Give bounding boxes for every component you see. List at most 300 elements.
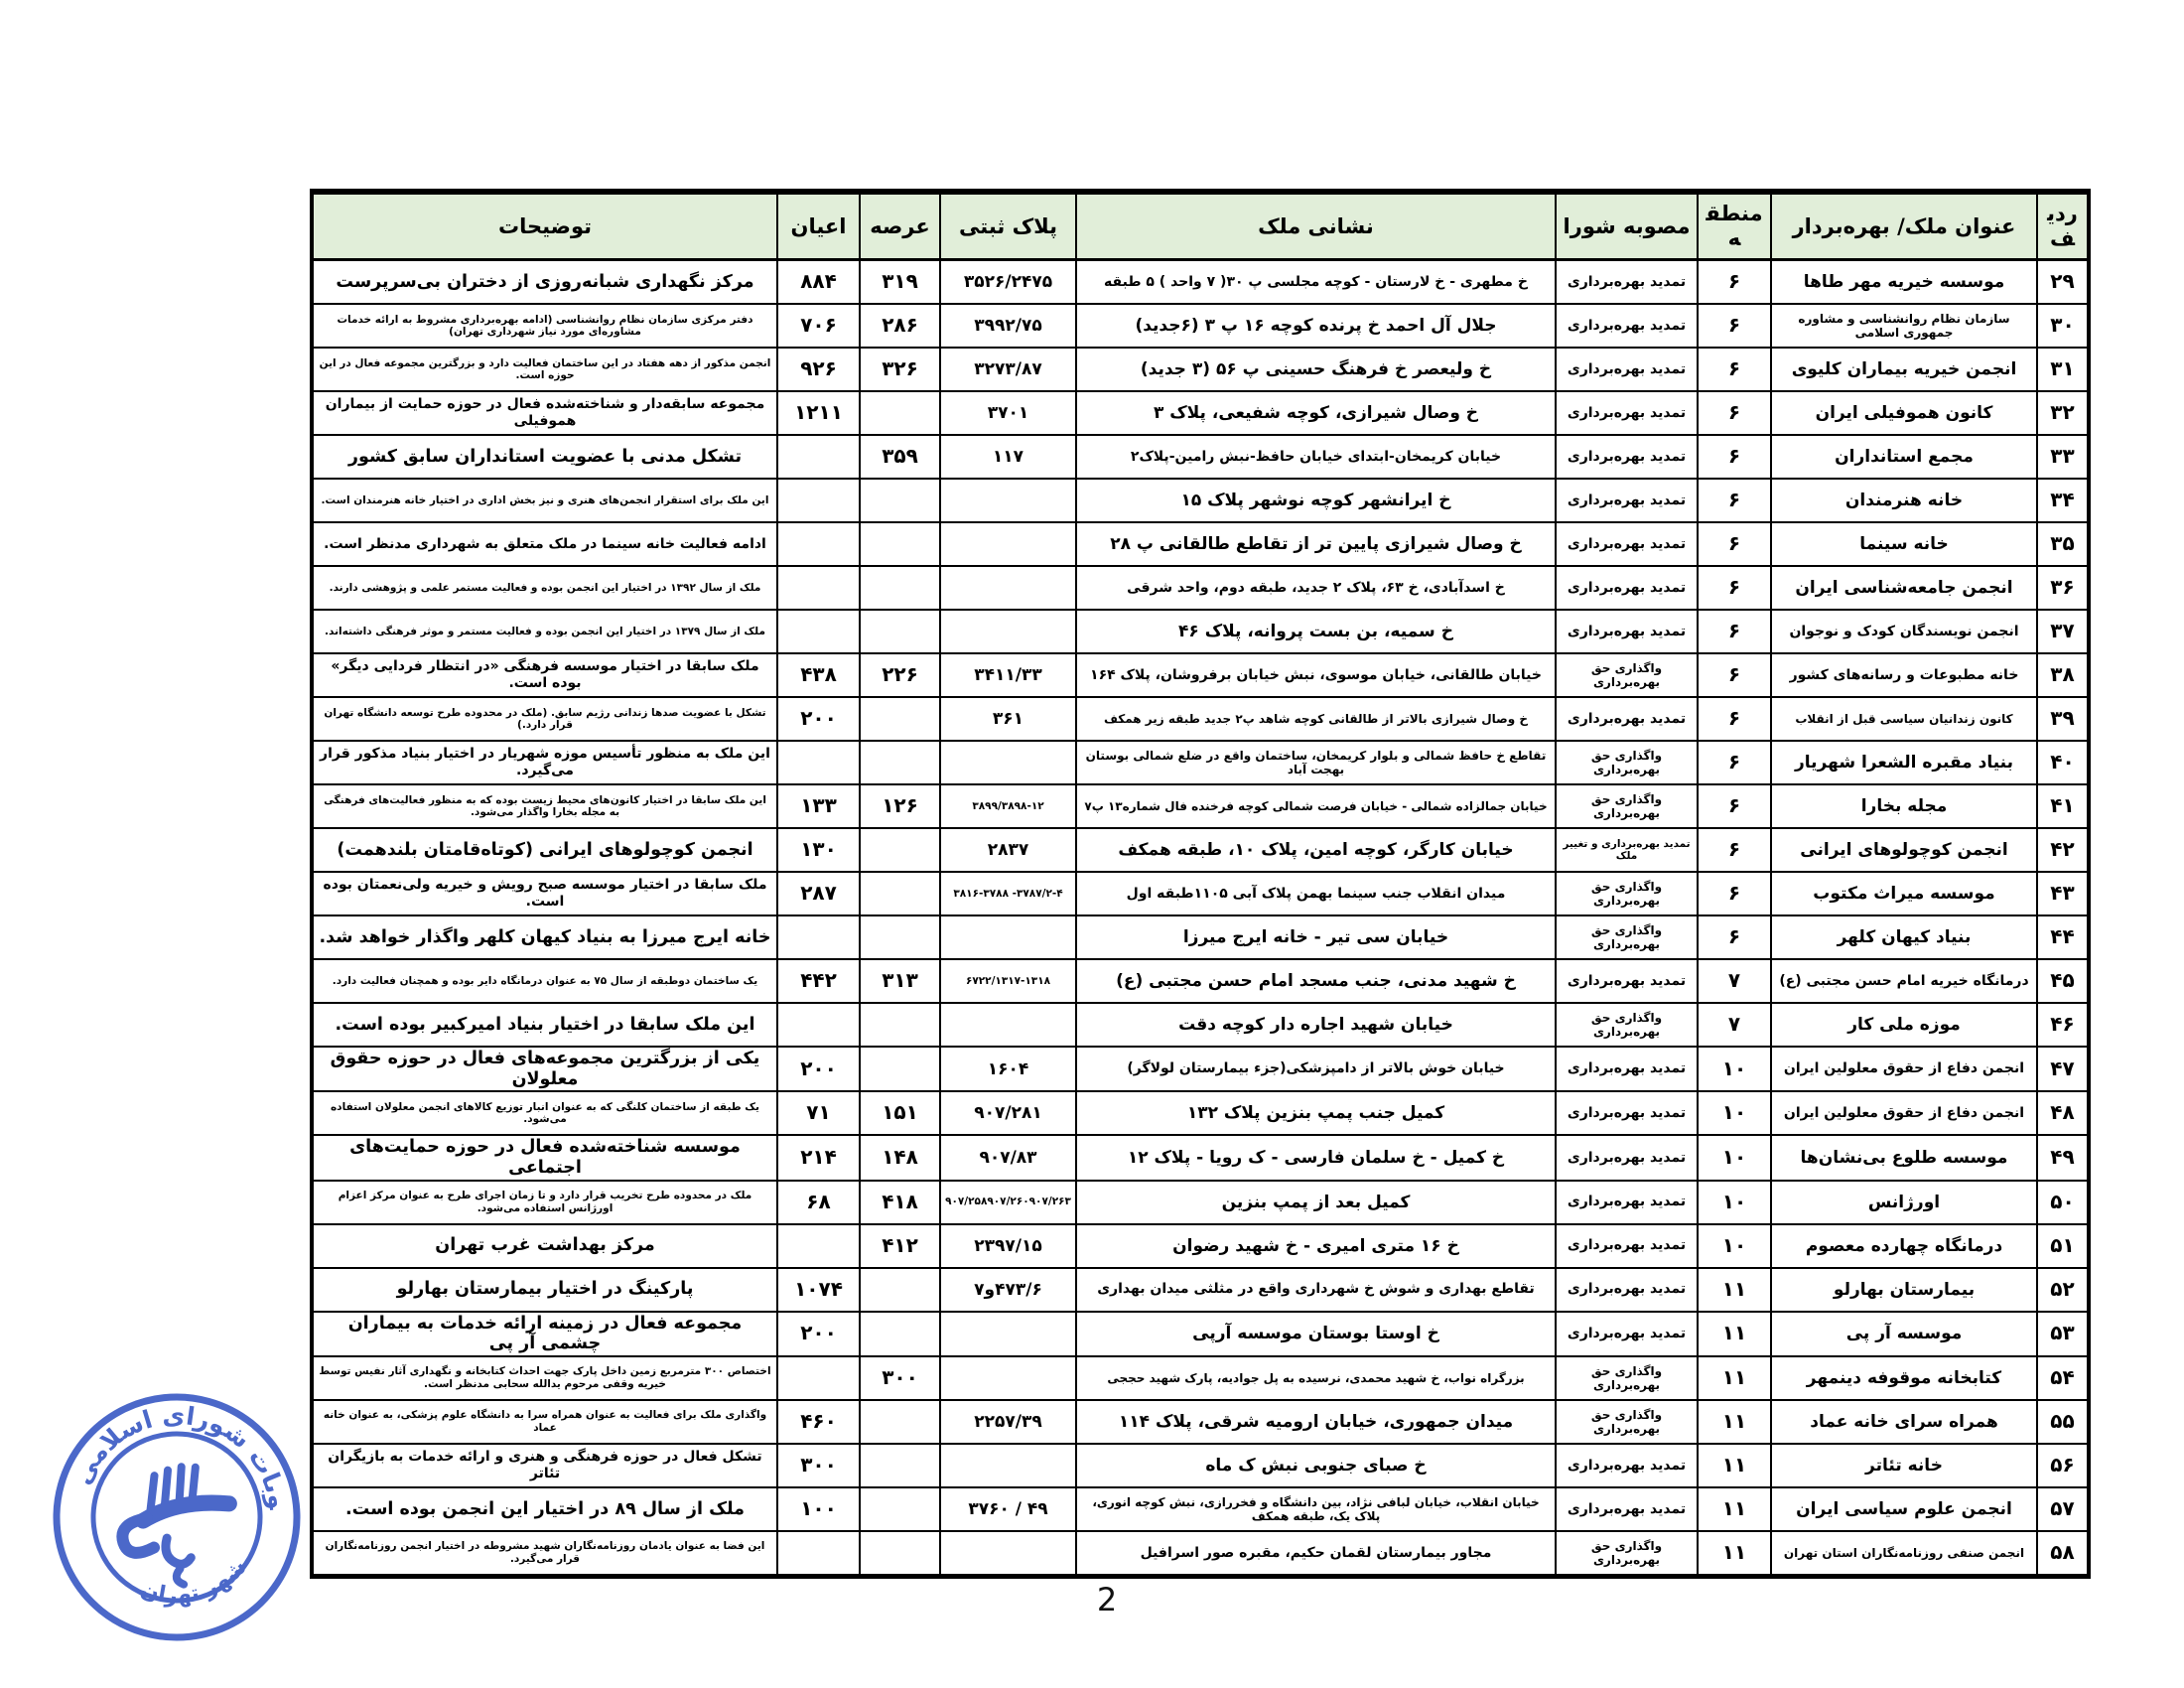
table-row <box>312 566 2089 610</box>
table-row <box>312 653 2089 697</box>
table-row <box>312 435 2089 479</box>
cell-registration-plate: ۳۷۰۱ <box>940 391 1076 435</box>
cell-land-area <box>860 828 940 872</box>
cell-building-area <box>777 566 860 610</box>
table-row <box>312 1400 2089 1444</box>
cell-row-number: ۴۹ <box>2037 1135 2089 1180</box>
cell-property-title: سازمان نظام روانشناسی و مشاوره جمهوری اسلامی <box>1771 304 2037 348</box>
cell-land-area: ۳۱۳ <box>860 959 940 1003</box>
cell-notes: این ملک سابقا در اختیار کانون‌های محیط زیست بوده که به منظور فعالیت‌های فرهنگی به مجله بخارا واگذار می‌شود. <box>312 784 777 828</box>
cell-address: مجاور بیمارستان لقمان حکیم، مقبره صور اسرافیل <box>1076 1531 1556 1577</box>
table-row <box>312 522 2089 566</box>
cell-address: خ اسدآبادی، خ ۶۳، پلاک ۲ جدید، طبقه دوم، واحد شرقی <box>1076 566 1556 610</box>
cell-registration-plate <box>940 1003 1076 1047</box>
cell-address: خیابان طالقانی، خیابان موسوی، نبش خیابان برفروشان، پلاک ۱۶۴ <box>1076 653 1556 697</box>
cell-council-resolution: تمدید بهره‌برداری <box>1556 959 1698 1003</box>
cell-district: ۱۱ <box>1698 1487 1771 1531</box>
cell-land-area <box>860 1531 940 1577</box>
cell-row-number: ۴۲ <box>2037 828 2089 872</box>
stamp-ring-text-bottom: شهر تهران <box>137 1554 252 1609</box>
cell-district: ۶ <box>1698 610 1771 653</box>
cell-land-area <box>860 1444 940 1487</box>
cell-land-area: ۲۸۶ <box>860 304 940 348</box>
cell-property-title: موزه ملی کار <box>1771 1003 2037 1047</box>
council-stamp-icon <box>34 1365 320 1669</box>
cell-row-number: ۴۶ <box>2037 1003 2089 1047</box>
cell-notes: یک طبقه از ساختمان کلنگی که به عنوان انبار توزیع کالاهای انجمن معلولان استفاده می‌شود. <box>312 1091 777 1135</box>
cell-council-resolution: تمدید بهره‌برداری <box>1556 479 1698 522</box>
cell-registration-plate <box>940 1444 1076 1487</box>
cell-council-resolution: تمدید بهره‌برداری <box>1556 610 1698 653</box>
properties-table <box>310 189 2091 1579</box>
cell-row-number: ۳۲ <box>2037 391 2089 435</box>
cell-building-area <box>777 435 860 479</box>
cell-council-resolution: تمدید بهره‌برداری <box>1556 1224 1698 1268</box>
cell-district: ۶ <box>1698 653 1771 697</box>
cell-property-title: همراه سرای خانه عماد <box>1771 1400 2037 1444</box>
cell-building-area <box>777 741 860 784</box>
cell-address: خیابان جمالزاده شمالی - خیابان فرصت شمالی کوچه فرخنده فال شماره۱۳ پ۷ <box>1076 784 1556 828</box>
cell-property-title: درمانگاه خیریه امام حسن مجتبی (ع) <box>1771 959 2037 1003</box>
cell-notes: ملک از سال ۸۹ در اختیار این انجمن بوده است. <box>312 1487 777 1531</box>
cell-council-resolution: تمدید بهره‌برداری <box>1556 391 1698 435</box>
table-row <box>312 260 2089 305</box>
cell-district: ۱۱ <box>1698 1444 1771 1487</box>
cell-district: ۶ <box>1698 828 1771 872</box>
cell-registration-plate <box>940 1356 1076 1400</box>
cell-address: خیابان کریمخان-ابتدای خیابان حافظ-نبش رامین-پلاک۲ <box>1076 435 1556 479</box>
cell-building-area: ۸۸۴ <box>777 260 860 305</box>
cell-property-title: انجمن دفاع از حقوق معلولین ایران <box>1771 1047 2037 1091</box>
cell-building-area: ۲۸۷ <box>777 872 860 915</box>
cell-district: ۶ <box>1698 697 1771 741</box>
cell-address: تقاطع خ حافظ شمالی و بلوار کریمخان، ساختمان واقع در ضلع شمالی بوستان بهجت آباد <box>1076 741 1556 784</box>
cell-council-resolution: واگذاری حق بهره‌برداری <box>1556 653 1698 697</box>
cell-row-number: ۴۴ <box>2037 915 2089 959</box>
cell-building-area: ۲۰۰ <box>777 1047 860 1091</box>
cell-property-title: کانون زندانیان سیاسی قبل از انقلاب <box>1771 697 2037 741</box>
cell-registration-plate: ۳۷۶۰ / ۴۹ <box>940 1487 1076 1531</box>
cell-building-area <box>777 1224 860 1268</box>
cell-land-area: ۱۵۱ <box>860 1091 940 1135</box>
cell-property-title: کتابخانه موقوفه دینمهر <box>1771 1356 2037 1400</box>
cell-property-title: بنیاد مقبره الشعرا شهریار <box>1771 741 2037 784</box>
cell-address: کمیل بعد از پمپ بنزین <box>1076 1181 1556 1224</box>
cell-building-area: ۲۰۰ <box>777 697 860 741</box>
cell-land-area <box>860 522 940 566</box>
cell-address: خ وصال شیرازی، کوچه شفیعی، پلاک ۳ <box>1076 391 1556 435</box>
cell-notes: پارکینگ در اختیار بیمارستان بهارلو <box>312 1268 777 1312</box>
table-row <box>312 1312 2089 1356</box>
cell-registration-plate: ۲۳۹۷/۱۵ <box>940 1224 1076 1268</box>
cell-notes: مرکز بهداشت غرب تهران <box>312 1224 777 1268</box>
cell-row-number: ۵۲ <box>2037 1268 2089 1312</box>
cell-building-area: ۴۴۲ <box>777 959 860 1003</box>
cell-council-resolution: تمدید بهره‌برداری <box>1556 1181 1698 1224</box>
cell-district: ۶ <box>1698 784 1771 828</box>
cell-building-area: ۱۳۰ <box>777 828 860 872</box>
cell-notes: مجموعه سابقه‌دار و شناخته‌شده فعال در حوزه حمایت از بیماران هموفیلی <box>312 391 777 435</box>
cell-council-resolution: تمدید بهره‌برداری <box>1556 1312 1698 1356</box>
cell-district: ۱۱ <box>1698 1356 1771 1400</box>
cell-district: ۱۰ <box>1698 1135 1771 1180</box>
cell-notes: این ملک به منظور تأسیس موزه شهریار در اختیار بنیاد مذکور قرار می‌گیرد. <box>312 741 777 784</box>
cell-registration-plate: ۳۴۱۱/۳۳ <box>940 653 1076 697</box>
cell-council-resolution: تمدید بهره‌برداری <box>1556 566 1698 610</box>
cell-registration-plate: ۹۰۷/۲۸۱ <box>940 1091 1076 1135</box>
cell-land-area <box>860 741 940 784</box>
cell-council-resolution: واگذاری حق بهره‌برداری <box>1556 1356 1698 1400</box>
cell-notes: یکی از بزرگترین مجموعه‌های فعال در حوزه حقوق معلولان <box>312 1047 777 1091</box>
cell-address: میدان انقلاب جنب سینما بهمن پلاک آبی ۱۱۰۵طبقه اول <box>1076 872 1556 915</box>
cell-district: ۱۱ <box>1698 1268 1771 1312</box>
cell-property-title: کانون هموفیلی ایران <box>1771 391 2037 435</box>
table-row <box>312 1181 2089 1224</box>
cell-land-area: ۴۱۸ <box>860 1181 940 1224</box>
col-header-row-number: ردیف <box>2037 192 2089 260</box>
cell-row-number: ۵۷ <box>2037 1487 2089 1531</box>
cell-property-title: انجمن دفاع از حقوق معلولین ایران <box>1771 1091 2037 1135</box>
cell-land-area: ۴۱۲ <box>860 1224 940 1268</box>
cell-council-resolution: تمدید بهره‌برداری <box>1556 1444 1698 1487</box>
cell-building-area <box>777 1356 860 1400</box>
cell-notes: تشکل با عضویت صدها زندانی رژیم سابق. (ملک در محدوده طرح توسعه دانشگاه تهران قرار دارد.) <box>312 697 777 741</box>
table-body <box>312 260 2089 1577</box>
cell-registration-plate: ۶۷۲۲/۱۳۱۷-۱۳۱۸ <box>940 959 1076 1003</box>
cell-building-area <box>777 610 860 653</box>
table-row <box>312 1356 2089 1400</box>
cell-district: ۶ <box>1698 915 1771 959</box>
cell-land-area: ۱۲۶ <box>860 784 940 828</box>
cell-council-resolution: تمدید بهره‌برداری <box>1556 348 1698 391</box>
table-row <box>312 828 2089 872</box>
cell-council-resolution: تمدید بهره‌برداری <box>1556 435 1698 479</box>
cell-notes: تشکل فعال در حوزه فرهنگی و هنری و ارائه خدمات به بازیگران تئاتر <box>312 1444 777 1487</box>
table-row <box>312 304 2089 348</box>
cell-address: خ اوستا بوستان موسسه آرپی <box>1076 1312 1556 1356</box>
cell-property-title: اورژانس <box>1771 1181 2037 1224</box>
cell-row-number: ۵۸ <box>2037 1531 2089 1577</box>
page-number: 2 <box>1096 1581 1118 1618</box>
cell-row-number: ۵۴ <box>2037 1356 2089 1400</box>
cell-land-area <box>860 1003 940 1047</box>
cell-registration-plate <box>940 610 1076 653</box>
cell-property-title: انجمن صنفی روزنامه‌نگاران استان تهران <box>1771 1531 2037 1577</box>
cell-building-area: ۱۳۳ <box>777 784 860 828</box>
cell-district: ۱۱ <box>1698 1312 1771 1356</box>
cell-building-area <box>777 915 860 959</box>
cell-notes: خانه ایرج میرزا به بنیاد کیهان کلهر واگذار خواهد شد. <box>312 915 777 959</box>
table-row <box>312 1531 2089 1577</box>
cell-district: ۱۰ <box>1698 1181 1771 1224</box>
table-row <box>312 697 2089 741</box>
cell-building-area: ۴۳۸ <box>777 653 860 697</box>
cell-row-number: ۳۸ <box>2037 653 2089 697</box>
cell-notes: ملک از سال ۱۳۹۲ در اختیار این انجمن بوده و فعالیت مستمر علمی و پژوهشی دارند. <box>312 566 777 610</box>
cell-building-area <box>777 1003 860 1047</box>
cell-registration-plate <box>940 479 1076 522</box>
stamp-ring-text-top: اداره مصوبات شورای اسلامی <box>34 1368 293 1511</box>
cell-land-area: ۳۰۰ <box>860 1356 940 1400</box>
cell-notes: این ملک برای استقرار انجمن‌های هنری و نیز بخش اداری در اختیار خانه هنرمندان است. <box>312 479 777 522</box>
cell-land-area: ۲۲۶ <box>860 653 940 697</box>
cell-council-resolution: واگذاری حق بهره‌برداری <box>1556 1003 1698 1047</box>
cell-property-title: موسسه خیریه مهر طاها <box>1771 260 2037 305</box>
cell-land-area: ۳۵۹ <box>860 435 940 479</box>
cell-registration-plate <box>940 1312 1076 1356</box>
col-header-building-area: اعیان <box>777 192 860 260</box>
cell-property-title: موسسه طلوع بی‌نشان‌ها <box>1771 1135 2037 1180</box>
cell-row-number: ۳۹ <box>2037 697 2089 741</box>
table-row <box>312 915 2089 959</box>
cell-council-resolution: واگذاری حق بهره‌برداری <box>1556 784 1698 828</box>
cell-council-resolution: واگذاری حق بهره‌برداری <box>1556 1400 1698 1444</box>
cell-district: ۶ <box>1698 566 1771 610</box>
cell-row-number: ۳۷ <box>2037 610 2089 653</box>
cell-address: خ سمیه، بن بست پروانه، پلاک ۴۶ <box>1076 610 1556 653</box>
cell-row-number: ۲۹ <box>2037 260 2089 305</box>
col-header-notes: توضیحات <box>312 192 777 260</box>
cell-property-title: موسسه میراث مکتوب <box>1771 872 2037 915</box>
cell-building-area <box>777 479 860 522</box>
svg-text:شهر تهران <box>134 1553 255 1613</box>
cell-council-resolution: تمدید بهره‌برداری <box>1556 304 1698 348</box>
cell-district: ۶ <box>1698 348 1771 391</box>
cell-row-number: ۳۰ <box>2037 304 2089 348</box>
cell-registration-plate: ۳۶۱ <box>940 697 1076 741</box>
cell-notes: تشکل مدنی با عضویت استانداران سابق کشور <box>312 435 777 479</box>
cell-registration-plate: ۳۸۱۶-۳۷۸۸ -۳۷۸۷/۲-۴ <box>940 872 1076 915</box>
header-row <box>312 192 2089 260</box>
cell-notes: انجمن مذکور از دهه هفتاد در این ساختمان فعالیت دارد و بزرگترین مجموعه فعال در این حوزه است. <box>312 348 777 391</box>
cell-address: خ وصال شیرازی بالاتر از طالقانی کوچه شاهد پ۲ جدید طبقه زیر همکف <box>1076 697 1556 741</box>
cell-registration-plate: ۱۱۷ <box>940 435 1076 479</box>
cell-district: ۶ <box>1698 872 1771 915</box>
cell-council-resolution: تمدید بهره‌برداری <box>1556 1268 1698 1312</box>
cell-row-number: ۵۳ <box>2037 1312 2089 1356</box>
cell-land-area <box>860 1047 940 1091</box>
cell-building-area: ۷۰۶ <box>777 304 860 348</box>
council-stamp <box>34 1365 320 1669</box>
cell-district: ۱۰ <box>1698 1047 1771 1091</box>
cell-address: میدان جمهوری، خیابان ارومیه شرقی، پلاک ۱۱۴ <box>1076 1400 1556 1444</box>
col-header-council-resolution: مصوبه شورا <box>1556 192 1698 260</box>
cell-district: ۶ <box>1698 741 1771 784</box>
cell-row-number: ۳۴ <box>2037 479 2089 522</box>
cell-row-number: ۴۷ <box>2037 1047 2089 1091</box>
cell-council-resolution: تمدید بهره‌برداری <box>1556 697 1698 741</box>
cell-land-area <box>860 610 940 653</box>
cell-building-area <box>777 1531 860 1577</box>
cell-land-area <box>860 697 940 741</box>
table-row <box>312 1047 2089 1091</box>
cell-row-number: ۵۱ <box>2037 1224 2089 1268</box>
cell-council-resolution: واگذاری حق بهره‌برداری <box>1556 741 1698 784</box>
cell-address: خ مطهری - خ لارستان - کوچه مجلسی پ ۳۰( ۷ واحد ) ۵ طبقه <box>1076 260 1556 305</box>
cell-registration-plate: ۹۰۷/۸۳ <box>940 1135 1076 1180</box>
cell-district: ۶ <box>1698 304 1771 348</box>
cell-registration-plate <box>940 915 1076 959</box>
cell-land-area <box>860 566 940 610</box>
cell-row-number: ۵۵ <box>2037 1400 2089 1444</box>
cell-land-area <box>860 391 940 435</box>
cell-district: ۱۰ <box>1698 1091 1771 1135</box>
cell-address: خیابان شهید اجاره دار کوچه دقت <box>1076 1003 1556 1047</box>
cell-registration-plate: ۴۷۳/۶و۷ <box>940 1268 1076 1312</box>
cell-district: ۶ <box>1698 522 1771 566</box>
cell-land-area <box>860 1312 940 1356</box>
table-row <box>312 1091 2089 1135</box>
cell-property-title: انجمن خیریه بیماران کلیوی <box>1771 348 2037 391</box>
cell-property-title: انجمن نویسندگان کودک و نوجوان <box>1771 610 2037 653</box>
cell-land-area <box>860 1400 940 1444</box>
cell-address: خ ولیعصر خ فرهنگ حسینی پ ۵۶ (۳ جدید) <box>1076 348 1556 391</box>
cell-row-number: ۳۶ <box>2037 566 2089 610</box>
cell-address: کمیل جنب پمپ بنزین پلاک ۱۳۲ <box>1076 1091 1556 1135</box>
cell-notes: ملک در محدوده طرح تخریب قرار دارد و تا زمان اجرای طرح به عنوان مرکز اعزام اورژانس استفاده می‌شود. <box>312 1181 777 1224</box>
cell-land-area <box>860 1487 940 1531</box>
cell-district: ۱۱ <box>1698 1531 1771 1577</box>
cell-property-title: خانه سینما <box>1771 522 2037 566</box>
cell-council-resolution: تمدید بهره‌برداری <box>1556 522 1698 566</box>
cell-building-area: ۲۰۰ <box>777 1312 860 1356</box>
cell-property-title: مجله بخارا <box>1771 784 2037 828</box>
cell-council-resolution: تمدید بهره‌برداری <box>1556 1135 1698 1180</box>
cell-row-number: ۳۵ <box>2037 522 2089 566</box>
cell-row-number: ۴۸ <box>2037 1091 2089 1135</box>
cell-council-resolution: تمدید بهره‌برداری <box>1556 1047 1698 1091</box>
cell-district: ۶ <box>1698 435 1771 479</box>
cell-property-title: انجمن جامعه‌شناسی ایران <box>1771 566 2037 610</box>
cell-notes: ملک سابقا در اختیار موسسه فرهنگی «در انتظار فردایی دیگر» بوده است. <box>312 653 777 697</box>
col-header-registration-plate: پلاک ثبتی <box>940 192 1076 260</box>
col-header-property-title: عنوان ملک/ بهره‌بردار <box>1771 192 2037 260</box>
cell-notes: مرکز نگهداری شبانه‌روزی از دختران بی‌سرپرست <box>312 260 777 305</box>
cell-notes: موسسه شناخته‌شده فعال در حوزه حمایت‌های اجتماعی <box>312 1135 777 1180</box>
cell-notes: انجمن کوچولوهای ایرانی (کوتاه‌قامتان بلندهمت) <box>312 828 777 872</box>
cell-row-number: ۴۳ <box>2037 872 2089 915</box>
cell-row-number: ۴۵ <box>2037 959 2089 1003</box>
table-row <box>312 1487 2089 1531</box>
cell-row-number: ۴۱ <box>2037 784 2089 828</box>
cell-district: ۷ <box>1698 959 1771 1003</box>
cell-registration-plate: ۳۹۹۲/۷۵ <box>940 304 1076 348</box>
cell-registration-plate <box>940 566 1076 610</box>
cell-district: ۶ <box>1698 391 1771 435</box>
cell-row-number: ۴۰ <box>2037 741 2089 784</box>
col-header-district: منطقه <box>1698 192 1771 260</box>
cell-address: تقاطع بهداری و شوش خ شهرداری واقع در مثلثی میدان بهداری <box>1076 1268 1556 1312</box>
cell-building-area: ۶۸ <box>777 1181 860 1224</box>
cell-building-area: ۲۱۴ <box>777 1135 860 1180</box>
cell-council-resolution: تمدید بهره‌برداری <box>1556 1487 1698 1531</box>
cell-district: ۱۱ <box>1698 1400 1771 1444</box>
cell-property-title: انجمن کوچولوهای ایرانی <box>1771 828 2037 872</box>
cell-address: خ شهید مدنی، جنب مسجد امام حسن مجتبی (ع) <box>1076 959 1556 1003</box>
cell-land-area <box>860 479 940 522</box>
cell-address: خیابان انقلاب، خیابان لبافی نژاد، بین دانشگاه و فخررازی، نبش کوچه انوری، پلاک یک، طبقه همکف <box>1076 1487 1556 1531</box>
cell-district: ۶ <box>1698 479 1771 522</box>
cell-land-area: ۳۱۹ <box>860 260 940 305</box>
cell-registration-plate: ۹۰۷/۲۵۸۹۰۷/۲۶۰۹۰۷/۲۶۳ <box>940 1181 1076 1224</box>
cell-property-title: مجمع استانداران <box>1771 435 2037 479</box>
cell-building-area: ۱۰۰ <box>777 1487 860 1531</box>
cell-land-area: ۱۴۸ <box>860 1135 940 1180</box>
cell-registration-plate <box>940 741 1076 784</box>
cell-registration-plate: ۳۵۲۶/۲۴۷۵ <box>940 260 1076 305</box>
table-row <box>312 348 2089 391</box>
cell-notes: این فضا به عنوان یادمان روزنامه‌نگاران شهید مشروطه در اختیار انجمن روزنامه‌نگاران قرار می‌گیرد. <box>312 1531 777 1577</box>
cell-address: جلال آل احمد خ پرنده کوچه ۱۶ پ ۳ (۶جدید) <box>1076 304 1556 348</box>
cell-property-title: خانه تئاتر <box>1771 1444 2037 1487</box>
cell-address: خ ۱۶ متری امیری - خ شهید رضوان <box>1076 1224 1556 1268</box>
cell-notes: دفتر مرکزی سازمان نظام روانشناسی (ادامه بهره‌برداری مشروط به ارائه خدمات مشاوره‌ای مورد نیاز شهرداری تهران) <box>312 304 777 348</box>
table-row <box>312 1224 2089 1268</box>
cell-registration-plate: ۱۶۰۴ <box>940 1047 1076 1091</box>
cell-property-title: موسسه آر پی <box>1771 1312 2037 1356</box>
cell-council-resolution: تمدید بهره‌برداری و تغییر ملک <box>1556 828 1698 872</box>
cell-land-area <box>860 1268 940 1312</box>
cell-district: ۷ <box>1698 1003 1771 1047</box>
table-row <box>312 1268 2089 1312</box>
table-row <box>312 391 2089 435</box>
cell-property-title: درمانگاه چهارده معصوم <box>1771 1224 2037 1268</box>
cell-building-area: ۱۲۱۱ <box>777 391 860 435</box>
cell-notes: یک ساختمان دوطبقه از سال ۷۵ به عنوان درمانگاه دایر بوده و همچنان فعالیت دارد. <box>312 959 777 1003</box>
cell-district: ۱۰ <box>1698 1224 1771 1268</box>
cell-land-area: ۳۲۶ <box>860 348 940 391</box>
cell-address: خیابان کارگر، کوچه امین، پلاک ۱۰، طبقه همکف <box>1076 828 1556 872</box>
cell-registration-plate: ۳۲۷۳/۸۷ <box>940 348 1076 391</box>
cell-council-resolution: تمدید بهره‌برداری <box>1556 260 1698 305</box>
cell-row-number: ۳۳ <box>2037 435 2089 479</box>
table-row <box>312 959 2089 1003</box>
table-row <box>312 1444 2089 1487</box>
cell-registration-plate: ۲۸۳۷ <box>940 828 1076 872</box>
cell-building-area: ۱۰۷۴ <box>777 1268 860 1312</box>
cell-row-number: ۵۰ <box>2037 1181 2089 1224</box>
col-header-land-area: عرصه <box>860 192 940 260</box>
cell-notes: واگذاری ملک برای فعالیت به عنوان همراه سرا به دانشگاه علوم پزشکی، به عنوان خانه عماد <box>312 1400 777 1444</box>
cell-notes: مجموعه فعال در زمینه ارائه خدمات به بیماران چشمی آر پی <box>312 1312 777 1356</box>
cell-address: خ ایرانشهر کوچه نوشهر پلاک ۱۵ <box>1076 479 1556 522</box>
cell-address: خ وصال شیرازی پایین تر از تقاطع طالقانی پ ۲۸ <box>1076 522 1556 566</box>
table-row <box>312 610 2089 653</box>
cell-building-area: ۹۲۶ <box>777 348 860 391</box>
table-row <box>312 872 2089 915</box>
cell-council-resolution: واگذاری حق بهره‌برداری <box>1556 915 1698 959</box>
cell-land-area <box>860 872 940 915</box>
cell-row-number: ۵۶ <box>2037 1444 2089 1487</box>
cell-property-title: بنیاد کیهان کلهر <box>1771 915 2037 959</box>
cell-notes: این ملک سابقا در اختیار بنیاد امیرکبیر بوده است. <box>312 1003 777 1047</box>
cell-building-area <box>777 522 860 566</box>
cell-notes: ادامه فعالیت خانه سینما در ملک متعلق به شهرداری مدنظر است. <box>312 522 777 566</box>
cell-council-resolution: واگذاری حق بهره‌برداری <box>1556 872 1698 915</box>
table-row <box>312 479 2089 522</box>
cell-address: خیابان سی تیر - خانه ایرج میرزا <box>1076 915 1556 959</box>
cell-property-title: بیمارستان بهارلو <box>1771 1268 2037 1312</box>
cell-address: خ صبای جنوبی نبش ک ماه <box>1076 1444 1556 1487</box>
cell-row-number: ۳۱ <box>2037 348 2089 391</box>
cell-property-title: انجمن علوم سیاسی ایران <box>1771 1487 2037 1531</box>
table-row <box>312 741 2089 784</box>
cell-council-resolution: واگذاری حق بهره‌برداری <box>1556 1531 1698 1577</box>
cell-address: بزرگراه نواب، خ شهید محمدی، نرسیده به پل جوادیه، پارک شهید حججی <box>1076 1356 1556 1400</box>
col-header-address: نشانی ملک <box>1076 192 1556 260</box>
cell-registration-plate <box>940 522 1076 566</box>
cell-registration-plate <box>940 1531 1076 1577</box>
